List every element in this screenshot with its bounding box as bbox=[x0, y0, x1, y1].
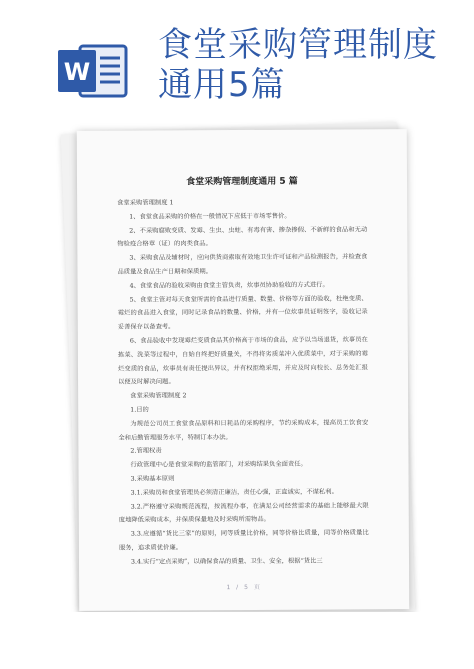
document-paragraph: 为规范公司员工食堂食品原料和日耗品的采购程序，节约采购成本，提高员工饮食安全和后勤管理服务水平，特制订本办法。 bbox=[118, 419, 369, 442]
document-paragraph: 3、采购食品及辅材时，应向供货商索取有效地卫生许可证和产品检测报告，并检查食品质量及食品生产日期和保质期。 bbox=[117, 253, 368, 276]
banner-title-line1: 食堂采购管理制度 bbox=[158, 25, 438, 65]
document-paragraph: 3.2.严格遵守采购规范流程，按流程办事，在满足公司经营需求的基础上能够最大限度地降低采购成本，并保质保量地及时采购所需物品。 bbox=[118, 501, 369, 524]
banner-title-line2: 通用5篇 bbox=[158, 65, 286, 105]
word-document-icon bbox=[58, 42, 130, 100]
document-paragraph: 3.1.采购员和食堂管理员必须清正廉洁，责任心强，正直诚实，不谋私利。 bbox=[130, 488, 338, 497]
document-paragraph: 食堂采购管理制度 1 bbox=[117, 199, 174, 207]
document-paragraph: 5、食堂主管对每天食堂所需的食品进行质量、数量、价格等方面的验收，杜绝变质、霉烂的食品进入食堂，同时记录食品的数量、价格，并有一位炊事员证明签字，验收记录妥善保存以备查考。 bbox=[117, 294, 368, 331]
page-indicator: 1 / 5 页 bbox=[226, 583, 262, 592]
document-paragraph: 3.3.应遵循“货比三家”的原则，同等质量比价格，同等价格比质量，同等价格质量比服务，追求质优价廉。 bbox=[118, 529, 369, 552]
document-body bbox=[117, 195, 369, 569]
document-paragraph: 2、不采购腐败变质、发霉、生虫、虫蛀、有毒有害、掺杂掺假、不新鲜的食品和无动物检疫合格章（证）的肉类食品。 bbox=[117, 225, 368, 249]
document-paragraph: 4、食堂食品的验收采购由食堂主管负责，炊事员协助验收的方式进行。 bbox=[129, 281, 329, 290]
document-paragraph: 3.4.实行“定点采购”，以确保食品的质量、卫生、安全，根据“货比三 bbox=[130, 557, 323, 566]
svg-text:W: W bbox=[63, 58, 91, 86]
bottom-margin bbox=[0, 612, 474, 669]
document-paragraph: 1、食堂食品采购的价格在一般情况下应低于市场零售价。 bbox=[129, 212, 291, 221]
document-title: 食堂采购管理制度通用 5 篇 bbox=[186, 176, 298, 188]
document-paragraph: 1.目的 bbox=[130, 406, 149, 414]
document-paragraph: 3.采购基本原则 bbox=[130, 475, 175, 483]
document-paragraph: 6、食品验收中发现霉烂变质食品其价格高于市场的食品，应予以当场退货，炊事员在拣菜、洗菜等过程中，自始自终把好质量关，不得将劣质菜冲入优质菜中，对于采购的霉烂变质的食品，炊事员有责任提出异议，并有权拒绝采用，并应及时向校长、总务处汇报以便及时解决问题。 bbox=[117, 336, 369, 387]
document-paragraph: 食堂采购管理制度 2 bbox=[130, 392, 187, 400]
document-paragraph: 2.管理权责 bbox=[130, 447, 162, 455]
document-paragraph: 行政管理中心是食堂采购的监管部门，对采购结果负全面责任。 bbox=[130, 460, 307, 469]
document-page bbox=[77, 129, 410, 611]
